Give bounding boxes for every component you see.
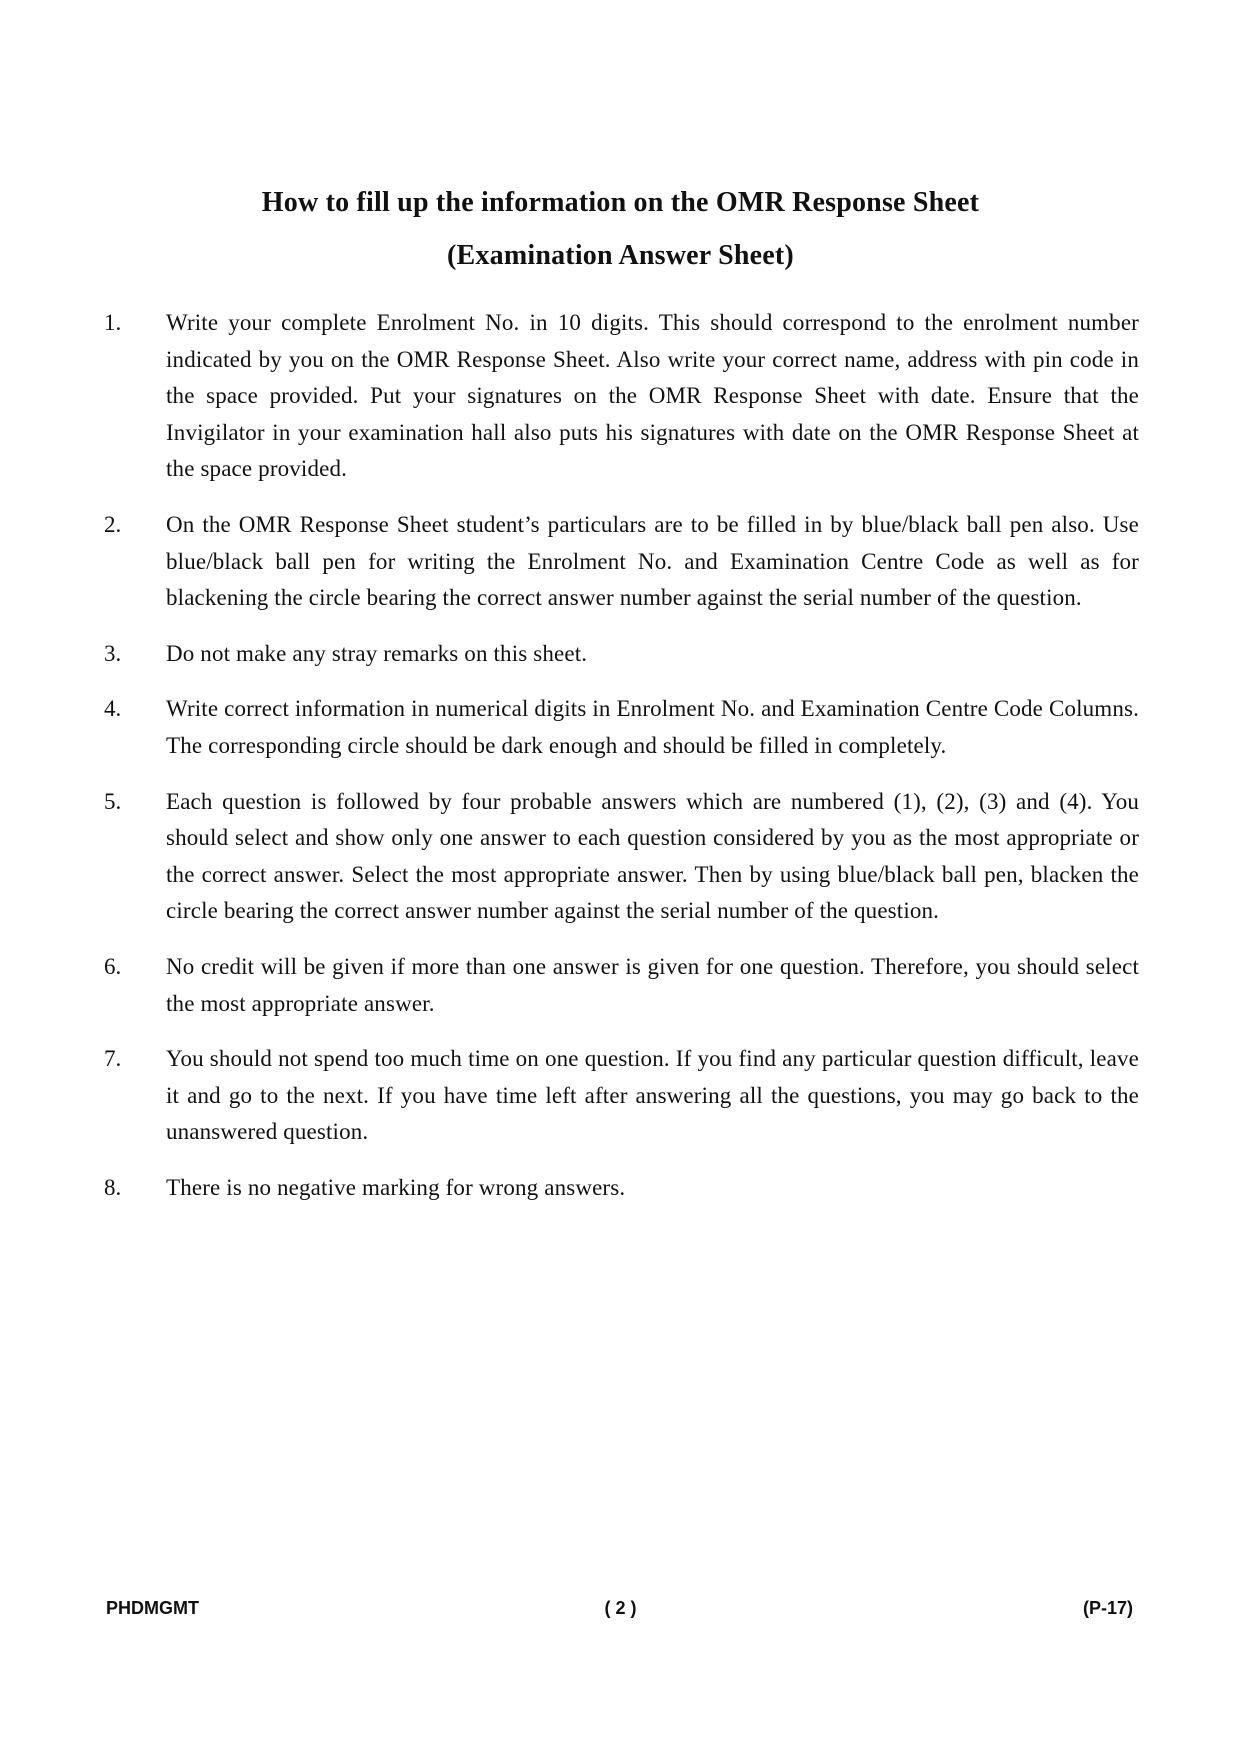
instruction-text: Each question is followed by four probable answers which are numbered (1), (2), (3) and (4). You should select and show only one answer to each question considered by you as the most appropriate or the correct answer. Select the most appropriate answer. Then by using blue/black ball pen, blacken the circle bearing the correct answer number against the serial number of the question.: [166, 788, 1139, 924]
instruction-item: [104, 507, 1139, 617]
instruction-number: 3.: [104, 640, 122, 666]
instruction-number: 2.: [104, 511, 122, 537]
page-footer: [0, 1598, 1241, 1628]
instruction-number: 6.: [104, 953, 122, 979]
instruction-text: You should not spend too much time on one question. If you find any particular question difficult, leave it and go to the next. If you have time left after answering all the questions, you may go back to the unanswered question.: [166, 1046, 1139, 1145]
instruction-item: [104, 691, 1139, 764]
page-subtitle: (Examination Answer Sheet): [447, 240, 794, 271]
instruction-number: 5.: [104, 788, 122, 814]
instruction-text: Do not make any stray remarks on this sheet.: [166, 640, 588, 666]
instruction-text: On the OMR Response Sheet student’s particulars are to be filled in by blue/black ball pen also. Use blue/black ball pen for writing the Enrolment No. and Examination Centre Code as well as for blackening the circle bearing the correct answer number against the serial number of the question.: [166, 511, 1139, 611]
course-code: PHDMGMT: [106, 1598, 199, 1618]
page-number: ( 2 ): [604, 1598, 637, 1618]
page-title: How to fill up the information on the OMR Response Sheet: [261, 187, 980, 218]
instruction-number: 8.: [104, 1174, 122, 1200]
instruction-item: [104, 1041, 1139, 1151]
instruction-item: [104, 949, 1139, 1022]
instruction-number: 7.: [104, 1046, 122, 1072]
instruction-item: [104, 1170, 1139, 1207]
instruction-text: There is no negative marking for wrong answers.: [166, 1174, 626, 1200]
instruction-number: 4.: [104, 696, 122, 722]
instruction-text: Write your complete Enrolment No. in 10 digits. This should correspond to the enrolment number indicated by you on the OMR Response Sheet. Also write your correct name, address with pin code in the space provided. Put your signatures on the OMR Response Sheet with date. Ensure that the Invigilator in your examination hall also puts his signatures with date on the OMR Response Sheet at the space provided.: [166, 310, 1139, 482]
instruction-item: [104, 305, 1139, 488]
instruction-text: No credit will be given if more than one answer is given for one question. Therefore, you should select the most appropriate answer.: [166, 953, 1139, 1016]
instruction-item: [104, 784, 1139, 930]
instruction-item: [104, 636, 1139, 673]
paper-code: (P-17): [1082, 1598, 1133, 1618]
instruction-text: Write correct information in numerical digits in Enrolment No. and Examination Centre Code Columns. The corresponding circle should be dark enough and should be filled in completely.: [166, 696, 1139, 758]
instruction-number: 1.: [104, 310, 122, 335]
instructions-list: [104, 305, 1139, 1225]
